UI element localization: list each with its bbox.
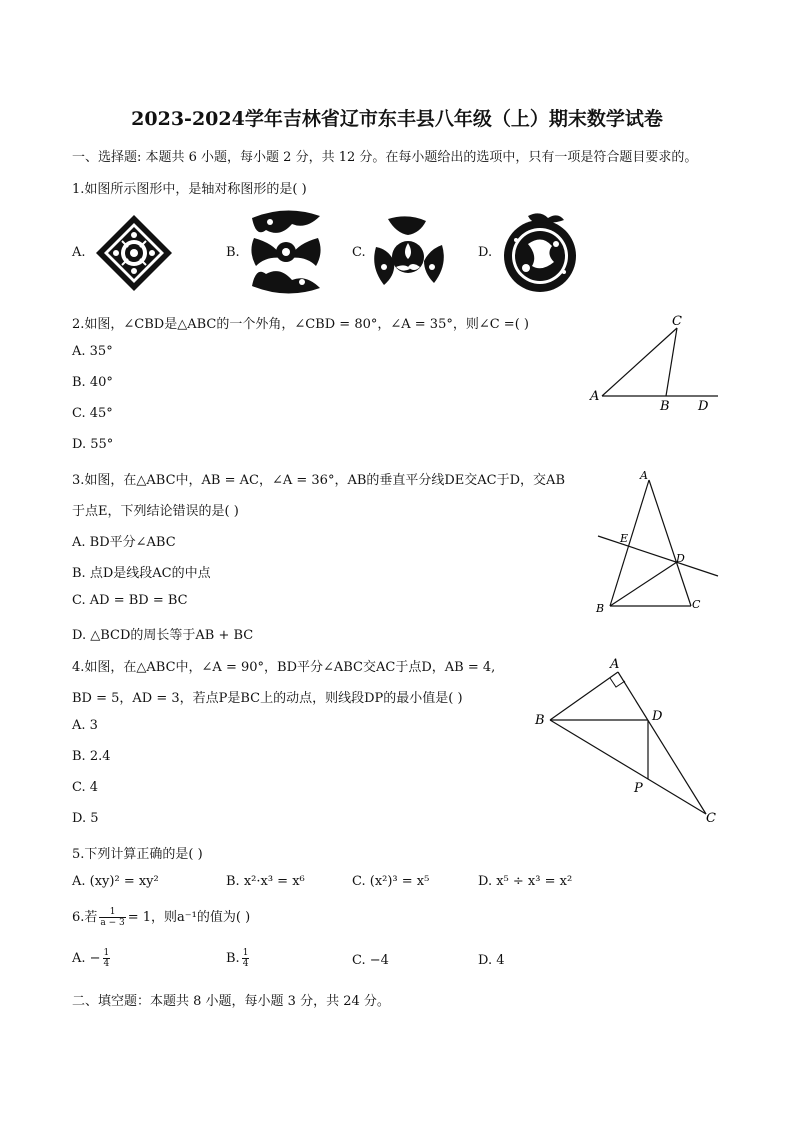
question-4-stem-line-2: BD = 5，AD = 3，若点P是BC上的动点，则线段DP的最小值是( ) bbox=[72, 691, 463, 706]
q6-option-b bbox=[226, 948, 251, 969]
q2-triangle-figure bbox=[580, 310, 730, 420]
q6-option-a-label: A. − bbox=[72, 951, 101, 966]
q2-line-ac bbox=[602, 328, 677, 396]
section-1-heading: 一、选择题: 本题共 6 小题，每小题 2 分，共 12 分。在每小题给出的选项中，只有一项是符合题目要求的。 bbox=[72, 150, 698, 165]
q1-option-b-label: B. bbox=[226, 245, 240, 260]
q6-fraction bbox=[99, 907, 125, 928]
q1-option-d-papercut-image bbox=[498, 210, 582, 294]
q3-label-c: C bbox=[692, 598, 701, 611]
q6-option-b-label: B. bbox=[226, 951, 240, 966]
question-2-stem: 2.如图，∠CBD是△ABC的一个外角，∠CBD = 80°，∠A = 35°，则∠C =( ) bbox=[72, 317, 529, 332]
q1-option-c-papercut-image bbox=[368, 213, 448, 293]
q3-option-a: A. BD平分∠ABC bbox=[72, 535, 176, 550]
q1-option-a-papercut-image bbox=[94, 213, 174, 293]
q3-line-ab bbox=[610, 480, 649, 606]
section-2-heading: 二、填空题：本题共 8 小题，每小题 3 分，共 24 分。 bbox=[72, 994, 390, 1009]
q3-line-bd bbox=[610, 562, 677, 606]
q1-option-b-papercut-image bbox=[246, 208, 326, 296]
q3-option-d: D. △BCD的周长等于AB + BC bbox=[72, 628, 254, 643]
q3-line-ac bbox=[649, 480, 691, 606]
q6-fraction-denominator: a − 3 bbox=[100, 918, 125, 928]
q2-option-a: A. 35° bbox=[72, 344, 113, 359]
q1-option-d-label: D. bbox=[478, 245, 493, 260]
q4-line-ac bbox=[618, 672, 706, 814]
question-3-stem-line-2: 于点E，下列结论错误的是( ) bbox=[72, 504, 239, 519]
q4-line-ab bbox=[550, 672, 618, 720]
q6-option-a-numerator: 1 bbox=[103, 948, 110, 958]
q5-option-b: B. x²·x³ = x⁶ bbox=[226, 874, 305, 889]
q4-option-a: A. 3 bbox=[72, 718, 98, 733]
q3-option-c: C. AD = BD = BC bbox=[72, 593, 188, 608]
q4-option-d: D. 5 bbox=[72, 811, 99, 826]
q2-label-a: A bbox=[590, 389, 600, 404]
question-5-stem: 5.下列计算正确的是( ) bbox=[72, 847, 203, 862]
q1-option-c-label: C. bbox=[352, 245, 366, 260]
page-title: 2023-2024学年吉林省辽市东丰县八年级（上）期末数学试卷 bbox=[131, 108, 663, 130]
q6-option-b-fraction bbox=[242, 948, 250, 969]
q6-stem-prefix: 6.若 bbox=[72, 910, 98, 925]
q3-perpendicular-bisector-de bbox=[598, 536, 718, 576]
q3-label-b: B bbox=[596, 602, 605, 615]
q3-label-d: D bbox=[676, 552, 685, 565]
q2-label-d: D bbox=[698, 399, 709, 414]
q6-option-a bbox=[72, 948, 112, 969]
q4-label-p: P bbox=[634, 781, 643, 796]
q4-label-c: C bbox=[706, 811, 716, 826]
q1-option-a-label: A. bbox=[72, 245, 86, 260]
q2-option-d: D. 55° bbox=[72, 437, 114, 452]
q2-label-c: C bbox=[672, 314, 682, 329]
q6-option-a-denominator: 4 bbox=[103, 959, 110, 969]
q4-label-d: D bbox=[652, 709, 663, 724]
q2-line-cb bbox=[666, 328, 677, 396]
question-3-stem-line-1: 3.如图，在△ABC中，AB = AC，∠A = 36°，AB的垂直平分线DE交AC于D，交AB bbox=[72, 473, 565, 488]
q4-option-b: B. 2.4 bbox=[72, 749, 111, 764]
q5-option-d: D. x⁵ ÷ x³ = x² bbox=[478, 874, 573, 889]
q6-option-b-denominator: 4 bbox=[242, 959, 249, 969]
question-4-stem-line-1: 4.如图，在△ABC中，∠A = 90°，BD平分∠ABC交AC于点D，AB = 4, bbox=[72, 660, 496, 675]
q5-option-c: C. (x²)³ = x⁵ bbox=[352, 874, 430, 889]
q4-right-triangle-figure bbox=[530, 652, 730, 828]
q4-label-a: A bbox=[610, 657, 620, 672]
q6-option-a-fraction bbox=[103, 948, 111, 969]
q2-option-b: B. 40° bbox=[72, 375, 113, 390]
q3-option-b: B. 点D是线段AC的中点 bbox=[72, 566, 211, 581]
q4-label-b: B bbox=[535, 713, 545, 728]
q6-option-b-numerator: 1 bbox=[242, 948, 249, 958]
q2-label-b: B bbox=[660, 399, 670, 414]
q4-option-c: C. 4 bbox=[72, 780, 99, 795]
q6-option-c: C. −4 bbox=[352, 953, 389, 968]
q3-triangle-figure bbox=[590, 466, 726, 618]
q5-option-a: A. (xy)² = xy² bbox=[72, 874, 159, 889]
q3-label-e: E bbox=[620, 532, 629, 545]
q3-label-a: A bbox=[640, 469, 648, 482]
q6-option-d: D. 4 bbox=[478, 953, 505, 968]
question-6-stem bbox=[72, 906, 250, 928]
q6-stem-suffix: = 1，则a⁻¹的值为( ) bbox=[127, 910, 251, 925]
q6-fraction-numerator: 1 bbox=[99, 907, 125, 918]
q2-option-c: C. 45° bbox=[72, 406, 113, 421]
q4-line-bc bbox=[550, 720, 706, 814]
question-1-stem: 1.如图所示图形中，是轴对称图形的是( ) bbox=[72, 182, 307, 197]
